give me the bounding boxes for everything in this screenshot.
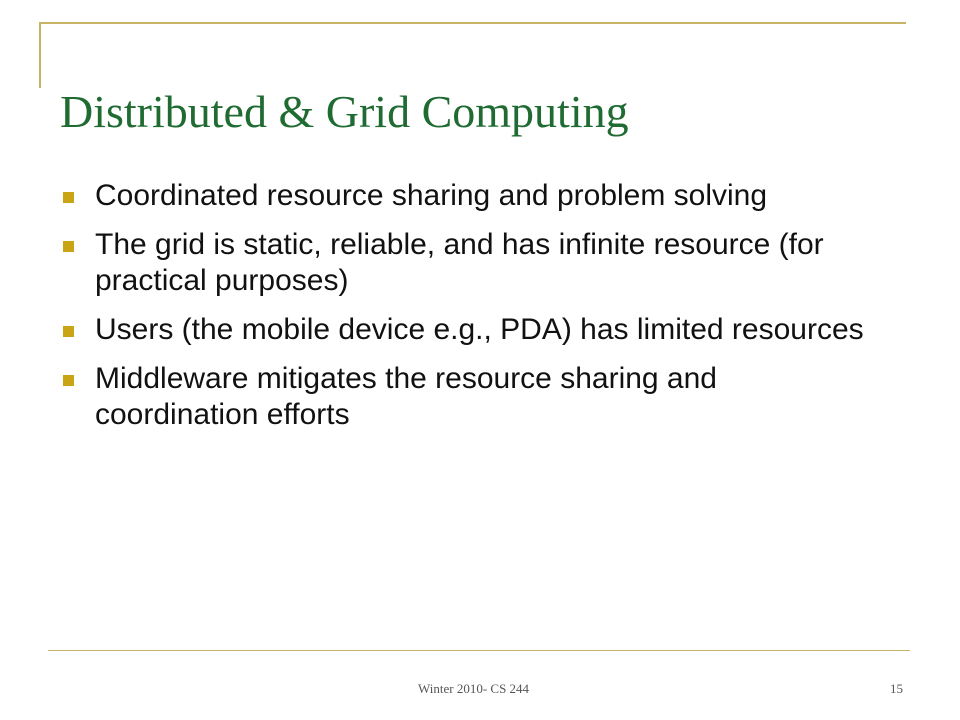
square-bullet-icon bbox=[63, 192, 74, 203]
bullet-text: The grid is static, reliable, and has infinite resource (for practical purposes) bbox=[95, 228, 824, 297]
bullet-text: Coordinated resource sharing and problem solving bbox=[95, 179, 768, 212]
square-bullet-icon bbox=[63, 241, 74, 252]
bullet-item bbox=[60, 312, 880, 348]
bullet-text: Middleware mitigates the resource sharing and coordination efforts bbox=[95, 362, 717, 431]
square-bullet-icon bbox=[63, 326, 74, 337]
footer-divider bbox=[48, 650, 910, 651]
slide-title: Distributed & Grid Computing bbox=[60, 86, 629, 137]
left-accent-rule bbox=[39, 22, 41, 88]
bullet-item bbox=[60, 227, 880, 299]
slide-footer: Winter 2010- CS 244 bbox=[418, 681, 530, 696]
bullet-item bbox=[60, 178, 880, 214]
bullet-list bbox=[60, 178, 880, 446]
bullet-text: Users (the mobile device e.g., PDA) has limited resources bbox=[95, 313, 864, 346]
top-accent-rule bbox=[40, 22, 906, 24]
page-number: 15 bbox=[890, 681, 903, 696]
bullet-item bbox=[60, 361, 880, 433]
square-bullet-icon bbox=[63, 375, 74, 386]
